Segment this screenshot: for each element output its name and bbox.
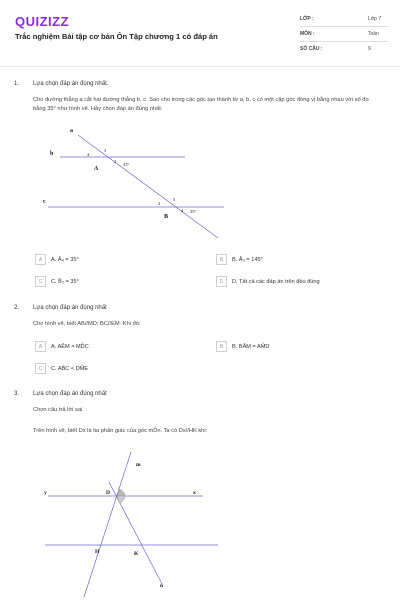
option-key: C (35, 363, 46, 374)
option-key: D (216, 276, 227, 287)
label-c: c (43, 199, 46, 205)
option-key: A (35, 341, 46, 352)
line-n (109, 482, 162, 584)
question-text: Trên hình vẽ, biết Dx là tia phân giác của góc mD̂n. Ta có Dx//HK khi: (33, 428, 208, 434)
question-instruction: Lựa chọn đáp án đúng nhất. (33, 81, 109, 87)
question-text: Cho hình vẽ, biết AB//MD; BC//EM. Khi đó: (33, 321, 141, 327)
angle-mark (117, 489, 125, 496)
label-b: b (50, 151, 54, 157)
question-number: 2. (14, 305, 20, 311)
option-key: C (35, 276, 46, 287)
line-m (84, 452, 131, 597)
meta-label-count: SỐ CÂU : (300, 46, 323, 52)
meta-label-grade: LỚP : (300, 16, 314, 22)
page-title: Trắc nghiệm Bài tập cơ bản Ôn Tập chương 1 có đáp án (15, 32, 218, 41)
option-text: C. B̂₂ = 35° (51, 278, 79, 285)
label-m: m (136, 462, 141, 468)
label-B: B (164, 214, 169, 220)
label-y: y (44, 490, 47, 496)
option-text: D. Tất cả các đáp án trên đều đúng (232, 278, 320, 285)
angle-value: 35° (190, 209, 197, 214)
question-text: Chọn câu trả lời sai. (33, 407, 84, 413)
angle-num: 4 (87, 152, 90, 157)
meta-value-grade: Lớp 7 (368, 16, 382, 22)
question-instruction: Lựa chọn đáp án đúng nhất (33, 305, 107, 311)
label-H: H (95, 549, 100, 555)
question-number: 1. (14, 81, 20, 87)
question-number: 3. (14, 391, 20, 397)
meta-label-subject: MÔN : (300, 31, 315, 37)
question-instruction: Lựa chọn đáp án đúng nhất (33, 391, 107, 397)
label-n: n (160, 583, 164, 589)
option-key: B (216, 254, 227, 265)
angle-num: 3 (104, 148, 107, 153)
option-text: A. Â₄ = 35° (51, 256, 79, 263)
option-text: B. Â₃ = 145° (232, 256, 263, 263)
meta-value-subject: Toán (368, 31, 379, 37)
angle-value: 35° (123, 162, 130, 167)
angle-num: 2 (158, 201, 161, 206)
option-key: A (35, 254, 46, 265)
angle-num: 4 (181, 208, 184, 213)
label-K: K (134, 551, 139, 557)
option-key: B (216, 341, 227, 352)
label-x: x (193, 490, 196, 496)
option-text: C. AB̂C < DM̂E (51, 365, 89, 372)
option-text: B. BÂM = AM̂D (232, 343, 270, 350)
question-text: Cho đường thẳng a cắt hai đường thẳng b, c. Sao cho trong các góc tạo thành từ a, b, c có một cặp góc đồng vị bằng nhau với số đo bằng 35° như hình vẽ. Hãy chọn đáp án đúng nhất. (33, 97, 369, 112)
quizizz-logo: QUIZIZZ (15, 14, 70, 29)
option-text: A. AÊM = MD̂C (51, 343, 89, 350)
label-D: D (106, 490, 110, 496)
angle-num: 2 (114, 159, 117, 164)
angle-mark (117, 496, 125, 503)
label-a: a (70, 128, 73, 134)
label-A: A (94, 166, 99, 172)
meta-value-count: 9 (368, 46, 371, 52)
angle-num: 3 (173, 197, 176, 202)
